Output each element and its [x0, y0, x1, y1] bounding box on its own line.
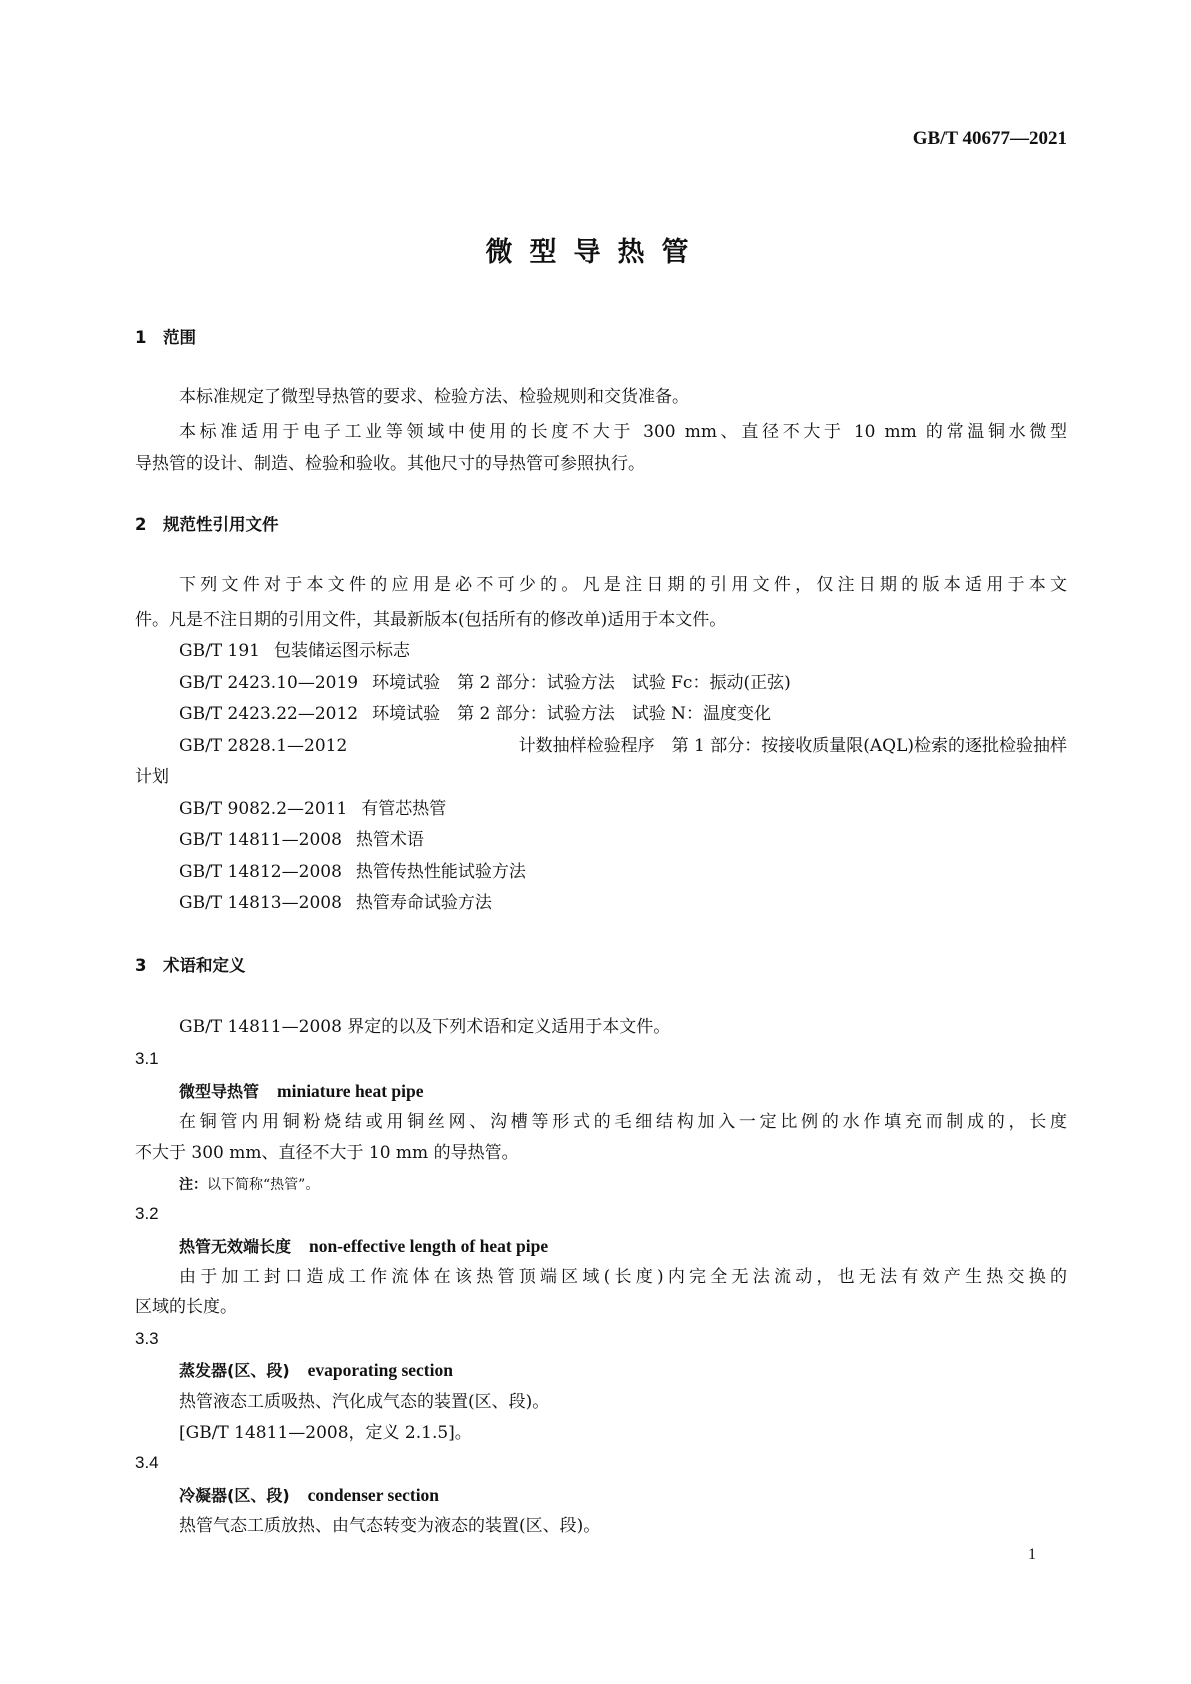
- paragraph: 件。凡是不注日期的引用文件，其最新版本(包括所有的修改单)适用于本文件。: [135, 610, 727, 630]
- reference-code: GB/T 2423.10—2019: [179, 673, 359, 693]
- note-label: 注：: [179, 1177, 207, 1193]
- paragraph: GB/T 14811—2008 界定的以及下列术语和定义适用于本文件。: [179, 1017, 671, 1037]
- reference-title: 包装储运图示标志: [274, 641, 410, 661]
- definition: 不大于 300 mm、直径不大于 10 mm 的导热管。: [135, 1143, 519, 1163]
- term-en: evaporating section: [307, 1360, 453, 1380]
- note: [179, 1174, 319, 1196]
- paragraph: 导热管的设计、制造、检验和验收。其他尺寸的导热管可参照执行。: [135, 454, 645, 474]
- reference-title: 热管寿命试验方法: [355, 893, 492, 913]
- section-1-heading: 1 范围: [135, 328, 196, 347]
- term-heading: [179, 1235, 548, 1258]
- reference-item: [179, 703, 771, 725]
- reference-code: GB/T 2828.1—2012: [179, 736, 348, 756]
- reference-item: [179, 829, 424, 851]
- reference-item: [179, 672, 791, 694]
- reference-item: [179, 798, 446, 820]
- reference-item: [179, 892, 492, 914]
- reference-title: 环境试验 第 2 部分：试验方法 试验 Fc：振动(正弦): [372, 673, 791, 693]
- reference-title: 计数抽样检验程序 第 1 部分：按接收质量限(AQL)检索的逐批检验抽样: [518, 736, 1067, 756]
- term-zh: 冷凝器(区、段): [179, 1486, 290, 1505]
- term-zh: 蒸发器(区、段): [179, 1361, 290, 1380]
- section-2-heading: 2 规范性引用文件: [135, 515, 279, 534]
- term-number: 3.4: [135, 1453, 159, 1472]
- paragraph: 本标准规定了微型导热管的要求、检验方法、检验规则和交货准备。: [179, 387, 689, 407]
- definition-source: [GB/T 14811—2008，定义 2.1.5]。: [179, 1423, 472, 1443]
- reference-continuation: 计划: [135, 767, 169, 787]
- term-heading: [179, 1080, 424, 1103]
- term-heading: [179, 1484, 439, 1507]
- reference-item: [179, 735, 1067, 757]
- reference-item: [179, 640, 410, 662]
- reference-code: GB/T 191: [179, 641, 260, 661]
- note-text: 以下简称“热管”。: [207, 1177, 320, 1193]
- page-number: 1: [1028, 1546, 1036, 1563]
- reference-item: [179, 861, 526, 883]
- term-number: 3.2: [135, 1204, 159, 1223]
- reference-title: 有管芯热管: [361, 799, 447, 819]
- section-3-heading: 3 术语和定义: [135, 956, 246, 975]
- definition: 在铜管内用铜粉烧结或用铜丝网、沟槽等形式的毛细结构加入一定比例的水作填充而制成的，长度: [179, 1112, 1067, 1132]
- reference-title: 环境试验 第 2 部分：试验方法 试验 N：温度变化: [372, 704, 772, 724]
- paragraph: 本标准适用于电子工业等领域中使用的长度不大于 300 mm、直径不大于 10 mm 的常温铜水微型: [179, 422, 1067, 442]
- term-en: non-effective length of heat pipe: [309, 1236, 549, 1256]
- definition: 热管气态工质放热、由气态转变为液态的装置(区、段)。: [179, 1516, 601, 1536]
- definition: 由于加工封口造成工作流体在该热管顶端区域(长度)内完全无法流动，也无法有效产生热交换的: [179, 1267, 1067, 1287]
- term-en: miniature heat pipe: [277, 1081, 424, 1101]
- reference-code: GB/T 2423.22—2012: [179, 704, 359, 724]
- term-zh: 热管无效端长度: [179, 1237, 292, 1256]
- paragraph: 下列文件对于本文件的应用是必不可少的。凡是注日期的引用文件，仅注日期的版本适用于本文: [179, 575, 1067, 595]
- page-title: 微型导热管: [485, 237, 706, 268]
- reference-title: 热管术语: [355, 830, 424, 850]
- term-en: condenser section: [307, 1485, 440, 1505]
- reference-title: 热管传热性能试验方法: [355, 862, 526, 882]
- term-zh: 微型导热管: [179, 1082, 260, 1101]
- reference-code: GB/T 14813—2008: [179, 893, 342, 913]
- definition: 热管液态工质吸热、汽化成气态的装置(区、段)。: [179, 1392, 550, 1412]
- reference-code: GB/T 14811—2008: [179, 830, 342, 850]
- term-number: 3.3: [135, 1329, 159, 1348]
- reference-code: GB/T 9082.2—2011: [179, 799, 348, 819]
- reference-code: GB/T 14812—2008: [179, 862, 342, 882]
- document-code-header: GB/T 40677—2021: [912, 128, 1067, 149]
- term-number: 3.1: [135, 1049, 159, 1068]
- definition: 区域的长度。: [135, 1297, 237, 1317]
- term-heading: [179, 1359, 453, 1382]
